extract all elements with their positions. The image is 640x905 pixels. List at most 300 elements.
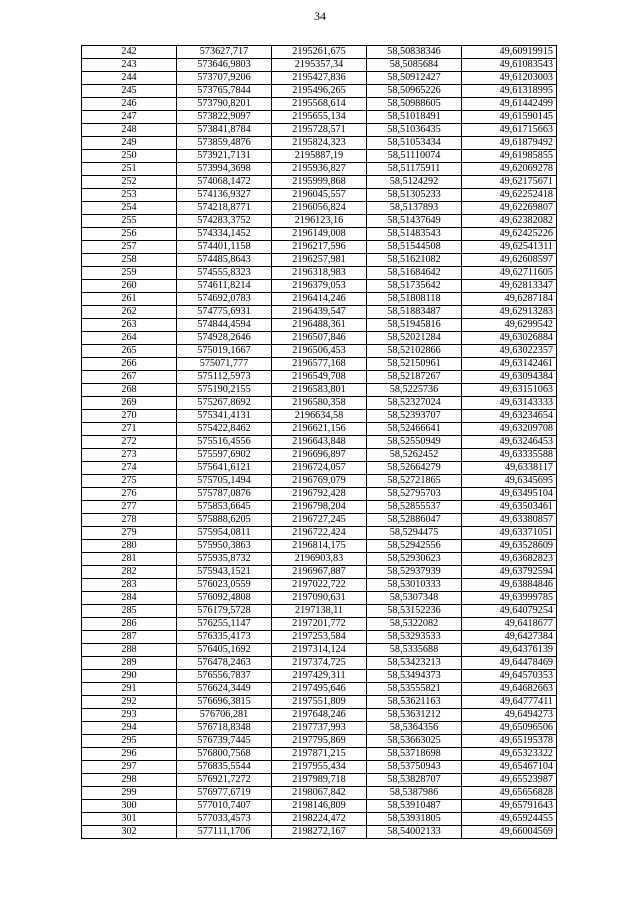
y-coordinate-cell: 2196580,358 <box>272 397 367 410</box>
y-coordinate-cell: 2196798,204 <box>272 501 367 514</box>
y-coordinate-cell: 2196149,008 <box>272 228 367 241</box>
longitude-cell: 49,63999785 <box>462 592 557 605</box>
longitude-cell: 49,6345695 <box>462 475 557 488</box>
y-coordinate-cell: 2197429,311 <box>272 670 367 683</box>
point-number-cell: 283 <box>82 579 177 592</box>
longitude-cell: 49,65323322 <box>462 748 557 761</box>
x-coordinate-cell: 577010,7407 <box>177 800 272 813</box>
y-coordinate-cell: 2198224,472 <box>272 813 367 826</box>
longitude-cell: 49,62175671 <box>462 176 557 189</box>
point-number-cell: 244 <box>82 72 177 85</box>
x-coordinate-cell: 573921,7131 <box>177 150 272 163</box>
table-row <box>82 618 557 631</box>
latitude-cell: 58,54002133 <box>367 826 462 839</box>
latitude-cell: 58,53631212 <box>367 709 462 722</box>
x-coordinate-cell: 576800,7568 <box>177 748 272 761</box>
x-coordinate-cell: 576023,0559 <box>177 579 272 592</box>
point-number-cell: 300 <box>82 800 177 813</box>
point-number-cell: 252 <box>82 176 177 189</box>
y-coordinate-cell: 2196621,156 <box>272 423 367 436</box>
x-coordinate-cell: 575071,777 <box>177 358 272 371</box>
longitude-cell: 49,65096506 <box>462 722 557 735</box>
longitude-cell: 49,63503461 <box>462 501 557 514</box>
longitude-cell: 49,62711605 <box>462 267 557 280</box>
longitude-cell: 49,64570353 <box>462 670 557 683</box>
longitude-cell: 49,64777411 <box>462 696 557 709</box>
coordinates-table-body <box>82 46 557 839</box>
y-coordinate-cell: 2196903,83 <box>272 553 367 566</box>
longitude-cell: 49,63234654 <box>462 410 557 423</box>
latitude-cell: 58,52855537 <box>367 501 462 514</box>
y-coordinate-cell: 2196506,453 <box>272 345 367 358</box>
longitude-cell: 49,6427384 <box>462 631 557 644</box>
point-number-cell: 288 <box>82 644 177 657</box>
point-number-cell: 250 <box>82 150 177 163</box>
x-coordinate-cell: 575112,5973 <box>177 371 272 384</box>
latitude-cell: 58,51036435 <box>367 124 462 137</box>
y-coordinate-cell: 2195887,19 <box>272 150 367 163</box>
point-number-cell: 290 <box>82 670 177 683</box>
latitude-cell: 58,5364356 <box>367 722 462 735</box>
table-row <box>82 449 557 462</box>
longitude-cell: 49,64079254 <box>462 605 557 618</box>
y-coordinate-cell: 2196577,168 <box>272 358 367 371</box>
latitude-cell: 58,53621163 <box>367 696 462 709</box>
point-number-cell: 293 <box>82 709 177 722</box>
y-coordinate-cell: 2197871,215 <box>272 748 367 761</box>
point-number-cell: 297 <box>82 761 177 774</box>
y-coordinate-cell: 2197795,869 <box>272 735 367 748</box>
point-number-cell: 274 <box>82 462 177 475</box>
longitude-cell: 49,62382082 <box>462 215 557 228</box>
latitude-cell: 58,5294475 <box>367 527 462 540</box>
point-number-cell: 264 <box>82 332 177 345</box>
y-coordinate-cell: 2196967,887 <box>272 566 367 579</box>
point-number-cell: 260 <box>82 280 177 293</box>
table-row <box>82 475 557 488</box>
latitude-cell: 58,52886047 <box>367 514 462 527</box>
longitude-cell: 49,6338117 <box>462 462 557 475</box>
latitude-cell: 58,51684642 <box>367 267 462 280</box>
table-row <box>82 566 557 579</box>
point-number-cell: 246 <box>82 98 177 111</box>
y-coordinate-cell: 2197495,646 <box>272 683 367 696</box>
table-row <box>82 670 557 683</box>
latitude-cell: 58,53750943 <box>367 761 462 774</box>
table-row <box>82 150 557 163</box>
x-coordinate-cell: 575787,0876 <box>177 488 272 501</box>
point-number-cell: 279 <box>82 527 177 540</box>
x-coordinate-cell: 576706,281 <box>177 709 272 722</box>
longitude-cell: 49,63094384 <box>462 371 557 384</box>
latitude-cell: 58,53423213 <box>367 657 462 670</box>
latitude-cell: 58,51883487 <box>367 306 462 319</box>
latitude-cell: 58,52393707 <box>367 410 462 423</box>
y-coordinate-cell: 2195936,827 <box>272 163 367 176</box>
y-coordinate-cell: 2196724,057 <box>272 462 367 475</box>
longitude-cell: 49,62608597 <box>462 254 557 267</box>
y-coordinate-cell: 2198272,167 <box>272 826 367 839</box>
table-row <box>82 527 557 540</box>
longitude-cell: 49,61203003 <box>462 72 557 85</box>
x-coordinate-cell: 574844,4594 <box>177 319 272 332</box>
x-coordinate-cell: 575954,0811 <box>177 527 272 540</box>
latitude-cell: 58,51544508 <box>367 241 462 254</box>
table-row <box>82 137 557 150</box>
latitude-cell: 58,5335688 <box>367 644 462 657</box>
table-row <box>82 605 557 618</box>
x-coordinate-cell: 576718,8348 <box>177 722 272 735</box>
longitude-cell: 49,66004569 <box>462 826 557 839</box>
point-number-cell: 298 <box>82 774 177 787</box>
point-number-cell: 266 <box>82 358 177 371</box>
longitude-cell: 49,63246453 <box>462 436 557 449</box>
x-coordinate-cell: 573859,4876 <box>177 137 272 150</box>
y-coordinate-cell: 2198146,809 <box>272 800 367 813</box>
latitude-cell: 58,51437649 <box>367 215 462 228</box>
x-coordinate-cell: 575943,1521 <box>177 566 272 579</box>
latitude-cell: 58,50988605 <box>367 98 462 111</box>
table-row <box>82 124 557 137</box>
x-coordinate-cell: 575190,2155 <box>177 384 272 397</box>
table-row <box>82 423 557 436</box>
y-coordinate-cell: 2196507,846 <box>272 332 367 345</box>
y-coordinate-cell: 2195999,868 <box>272 176 367 189</box>
x-coordinate-cell: 576921,7272 <box>177 774 272 787</box>
point-number-cell: 271 <box>82 423 177 436</box>
point-number-cell: 251 <box>82 163 177 176</box>
table-row <box>82 319 557 332</box>
y-coordinate-cell: 2196696,897 <box>272 449 367 462</box>
latitude-cell: 58,52721865 <box>367 475 462 488</box>
latitude-cell: 58,52942556 <box>367 540 462 553</box>
y-coordinate-cell: 2197955,434 <box>272 761 367 774</box>
table-row <box>82 813 557 826</box>
longitude-cell: 49,63335588 <box>462 449 557 462</box>
y-coordinate-cell: 2196439,547 <box>272 306 367 319</box>
longitude-cell: 49,63026884 <box>462 332 557 345</box>
point-number-cell: 287 <box>82 631 177 644</box>
table-row <box>82 397 557 410</box>
y-coordinate-cell: 2196769,079 <box>272 475 367 488</box>
x-coordinate-cell: 575641,6121 <box>177 462 272 475</box>
point-number-cell: 259 <box>82 267 177 280</box>
latitude-cell: 58,53152236 <box>367 605 462 618</box>
y-coordinate-cell: 2197138,11 <box>272 605 367 618</box>
y-coordinate-cell: 2195655,134 <box>272 111 367 124</box>
x-coordinate-cell: 576556,7837 <box>177 670 272 683</box>
point-number-cell: 258 <box>82 254 177 267</box>
longitude-cell: 49,64478469 <box>462 657 557 670</box>
latitude-cell: 58,50965226 <box>367 85 462 98</box>
table-row <box>82 111 557 124</box>
latitude-cell: 58,5225736 <box>367 384 462 397</box>
point-number-cell: 289 <box>82 657 177 670</box>
table-row <box>82 59 557 72</box>
x-coordinate-cell: 573994,3698 <box>177 163 272 176</box>
table-row <box>82 176 557 189</box>
x-coordinate-cell: 576624,3449 <box>177 683 272 696</box>
point-number-cell: 254 <box>82 202 177 215</box>
point-number-cell: 285 <box>82 605 177 618</box>
table-row <box>82 215 557 228</box>
x-coordinate-cell: 576835,5544 <box>177 761 272 774</box>
x-coordinate-cell: 575853,6645 <box>177 501 272 514</box>
y-coordinate-cell: 2197374,725 <box>272 657 367 670</box>
y-coordinate-cell: 2197648,246 <box>272 709 367 722</box>
latitude-cell: 58,51808118 <box>367 293 462 306</box>
longitude-cell: 49,64682663 <box>462 683 557 696</box>
x-coordinate-cell: 576255,1147 <box>177 618 272 631</box>
y-coordinate-cell: 2195824,323 <box>272 137 367 150</box>
table-row <box>82 709 557 722</box>
longitude-cell: 49,63495104 <box>462 488 557 501</box>
x-coordinate-cell: 575341,4131 <box>177 410 272 423</box>
point-number-cell: 243 <box>82 59 177 72</box>
point-number-cell: 269 <box>82 397 177 410</box>
point-number-cell: 292 <box>82 696 177 709</box>
longitude-cell: 49,63792594 <box>462 566 557 579</box>
table-row <box>82 800 557 813</box>
y-coordinate-cell: 2196727,245 <box>272 514 367 527</box>
y-coordinate-cell: 2196257,981 <box>272 254 367 267</box>
point-number-cell: 295 <box>82 735 177 748</box>
latitude-cell: 58,53931805 <box>367 813 462 826</box>
point-number-cell: 268 <box>82 384 177 397</box>
table-row <box>82 644 557 657</box>
longitude-cell: 49,63022357 <box>462 345 557 358</box>
coordinates-table <box>81 45 557 839</box>
table-row <box>82 826 557 839</box>
x-coordinate-cell: 574611,8214 <box>177 280 272 293</box>
latitude-cell: 58,52021284 <box>367 332 462 345</box>
table-row <box>82 189 557 202</box>
y-coordinate-cell: 2198067,842 <box>272 787 367 800</box>
table-row <box>82 514 557 527</box>
x-coordinate-cell: 573822,9097 <box>177 111 272 124</box>
table-row <box>82 696 557 709</box>
longitude-cell: 49,61879492 <box>462 137 557 150</box>
y-coordinate-cell: 2196414,246 <box>272 293 367 306</box>
y-coordinate-cell: 2197737,993 <box>272 722 367 735</box>
table-row <box>82 787 557 800</box>
y-coordinate-cell: 2196056,824 <box>272 202 367 215</box>
longitude-cell: 49,6299542 <box>462 319 557 332</box>
latitude-cell: 58,5124292 <box>367 176 462 189</box>
y-coordinate-cell: 2197551,809 <box>272 696 367 709</box>
point-number-cell: 245 <box>82 85 177 98</box>
latitude-cell: 58,52187267 <box>367 371 462 384</box>
table-row <box>82 462 557 475</box>
x-coordinate-cell: 576977,6719 <box>177 787 272 800</box>
latitude-cell: 58,53663025 <box>367 735 462 748</box>
x-coordinate-cell: 576405,1692 <box>177 644 272 657</box>
table-row <box>82 683 557 696</box>
x-coordinate-cell: 573627,717 <box>177 46 272 59</box>
x-coordinate-cell: 575267,8692 <box>177 397 272 410</box>
table-row <box>82 722 557 735</box>
x-coordinate-cell: 577033,4573 <box>177 813 272 826</box>
latitude-cell: 58,52150961 <box>367 358 462 371</box>
table-row <box>82 657 557 670</box>
table-row <box>82 72 557 85</box>
y-coordinate-cell: 2195357,34 <box>272 59 367 72</box>
longitude-cell: 49,6494273 <box>462 709 557 722</box>
table-row <box>82 358 557 371</box>
latitude-cell: 58,52937939 <box>367 566 462 579</box>
point-number-cell: 281 <box>82 553 177 566</box>
longitude-cell: 49,63143333 <box>462 397 557 410</box>
table-row <box>82 488 557 501</box>
table-row <box>82 293 557 306</box>
latitude-cell: 58,50838346 <box>367 46 462 59</box>
x-coordinate-cell: 573841,8784 <box>177 124 272 137</box>
x-coordinate-cell: 575597,6902 <box>177 449 272 462</box>
longitude-cell: 49,63151063 <box>462 384 557 397</box>
point-number-cell: 272 <box>82 436 177 449</box>
latitude-cell: 58,53718698 <box>367 748 462 761</box>
table-row <box>82 761 557 774</box>
point-number-cell: 263 <box>82 319 177 332</box>
longitude-cell: 49,65791643 <box>462 800 557 813</box>
y-coordinate-cell: 2196379,053 <box>272 280 367 293</box>
latitude-cell: 58,5085684 <box>367 59 462 72</box>
latitude-cell: 58,51945816 <box>367 319 462 332</box>
x-coordinate-cell: 575935,8732 <box>177 553 272 566</box>
point-number-cell: 256 <box>82 228 177 241</box>
latitude-cell: 58,5387986 <box>367 787 462 800</box>
point-number-cell: 286 <box>82 618 177 631</box>
latitude-cell: 58,52327024 <box>367 397 462 410</box>
table-row <box>82 163 557 176</box>
y-coordinate-cell: 2195427,836 <box>272 72 367 85</box>
longitude-cell: 49,62425226 <box>462 228 557 241</box>
longitude-cell: 49,61590145 <box>462 111 557 124</box>
table-row <box>82 371 557 384</box>
point-number-cell: 265 <box>82 345 177 358</box>
latitude-cell: 58,52664279 <box>367 462 462 475</box>
latitude-cell: 58,53494373 <box>367 670 462 683</box>
longitude-cell: 49,62252418 <box>462 189 557 202</box>
latitude-cell: 58,52930623 <box>367 553 462 566</box>
point-number-cell: 242 <box>82 46 177 59</box>
table-row <box>82 501 557 514</box>
longitude-cell: 49,63209708 <box>462 423 557 436</box>
longitude-cell: 49,65467104 <box>462 761 557 774</box>
x-coordinate-cell: 576335,4173 <box>177 631 272 644</box>
x-coordinate-cell: 575422,8462 <box>177 423 272 436</box>
latitude-cell: 58,5137893 <box>367 202 462 215</box>
longitude-cell: 49,65924455 <box>462 813 557 826</box>
x-coordinate-cell: 575705,1494 <box>177 475 272 488</box>
point-number-cell: 275 <box>82 475 177 488</box>
point-number-cell: 302 <box>82 826 177 839</box>
x-coordinate-cell: 574401,1158 <box>177 241 272 254</box>
table-row <box>82 267 557 280</box>
page-number: 34 <box>314 9 326 23</box>
latitude-cell: 58,52466641 <box>367 423 462 436</box>
table-row <box>82 579 557 592</box>
longitude-cell: 49,65523987 <box>462 774 557 787</box>
table-row <box>82 241 557 254</box>
longitude-cell: 49,62069278 <box>462 163 557 176</box>
x-coordinate-cell: 575950,3863 <box>177 540 272 553</box>
point-number-cell: 301 <box>82 813 177 826</box>
latitude-cell: 58,51621082 <box>367 254 462 267</box>
y-coordinate-cell: 2196549,708 <box>272 371 367 384</box>
table-row <box>82 774 557 787</box>
point-number-cell: 276 <box>82 488 177 501</box>
latitude-cell: 58,53828707 <box>367 774 462 787</box>
point-number-cell: 296 <box>82 748 177 761</box>
y-coordinate-cell: 2196123,16 <box>272 215 367 228</box>
x-coordinate-cell: 574334,1452 <box>177 228 272 241</box>
longitude-cell: 49,61442499 <box>462 98 557 111</box>
y-coordinate-cell: 2195496,265 <box>272 85 367 98</box>
x-coordinate-cell: 574555,8323 <box>177 267 272 280</box>
x-coordinate-cell: 573707,9206 <box>177 72 272 85</box>
x-coordinate-cell: 574283,3752 <box>177 215 272 228</box>
table-row <box>82 202 557 215</box>
latitude-cell: 58,51053434 <box>367 137 462 150</box>
table-row <box>82 553 557 566</box>
latitude-cell: 58,50912427 <box>367 72 462 85</box>
table-row <box>82 85 557 98</box>
x-coordinate-cell: 573646,9803 <box>177 59 272 72</box>
y-coordinate-cell: 2197989,718 <box>272 774 367 787</box>
table-row <box>82 228 557 241</box>
y-coordinate-cell: 2196792,428 <box>272 488 367 501</box>
latitude-cell: 58,51175911 <box>367 163 462 176</box>
x-coordinate-cell: 576478,2463 <box>177 657 272 670</box>
y-coordinate-cell: 2195261,675 <box>272 46 367 59</box>
longitude-cell: 49,6418677 <box>462 618 557 631</box>
table-row <box>82 748 557 761</box>
point-number-cell: 261 <box>82 293 177 306</box>
table-row <box>82 280 557 293</box>
table-row <box>82 254 557 267</box>
x-coordinate-cell: 574692,0783 <box>177 293 272 306</box>
point-number-cell: 273 <box>82 449 177 462</box>
point-number-cell: 291 <box>82 683 177 696</box>
latitude-cell: 58,51483543 <box>367 228 462 241</box>
latitude-cell: 58,51110074 <box>367 150 462 163</box>
point-number-cell: 277 <box>82 501 177 514</box>
table-row <box>82 384 557 397</box>
point-number-cell: 257 <box>82 241 177 254</box>
latitude-cell: 58,53293533 <box>367 631 462 644</box>
longitude-cell: 49,62541311 <box>462 241 557 254</box>
longitude-cell: 49,6287184 <box>462 293 557 306</box>
longitude-cell: 49,62913283 <box>462 306 557 319</box>
longitude-cell: 49,61083543 <box>462 59 557 72</box>
x-coordinate-cell: 574136,9327 <box>177 189 272 202</box>
longitude-cell: 49,63142461 <box>462 358 557 371</box>
longitude-cell: 49,63682823 <box>462 553 557 566</box>
y-coordinate-cell: 2197253,584 <box>272 631 367 644</box>
longitude-cell: 49,61985855 <box>462 150 557 163</box>
longitude-cell: 49,63884846 <box>462 579 557 592</box>
y-coordinate-cell: 2196318,983 <box>272 267 367 280</box>
table-row <box>82 592 557 605</box>
latitude-cell: 58,52550949 <box>367 436 462 449</box>
point-number-cell: 270 <box>82 410 177 423</box>
table-row <box>82 436 557 449</box>
longitude-cell: 49,62269807 <box>462 202 557 215</box>
longitude-cell: 49,62813347 <box>462 280 557 293</box>
point-number-cell: 247 <box>82 111 177 124</box>
longitude-cell: 49,63380857 <box>462 514 557 527</box>
